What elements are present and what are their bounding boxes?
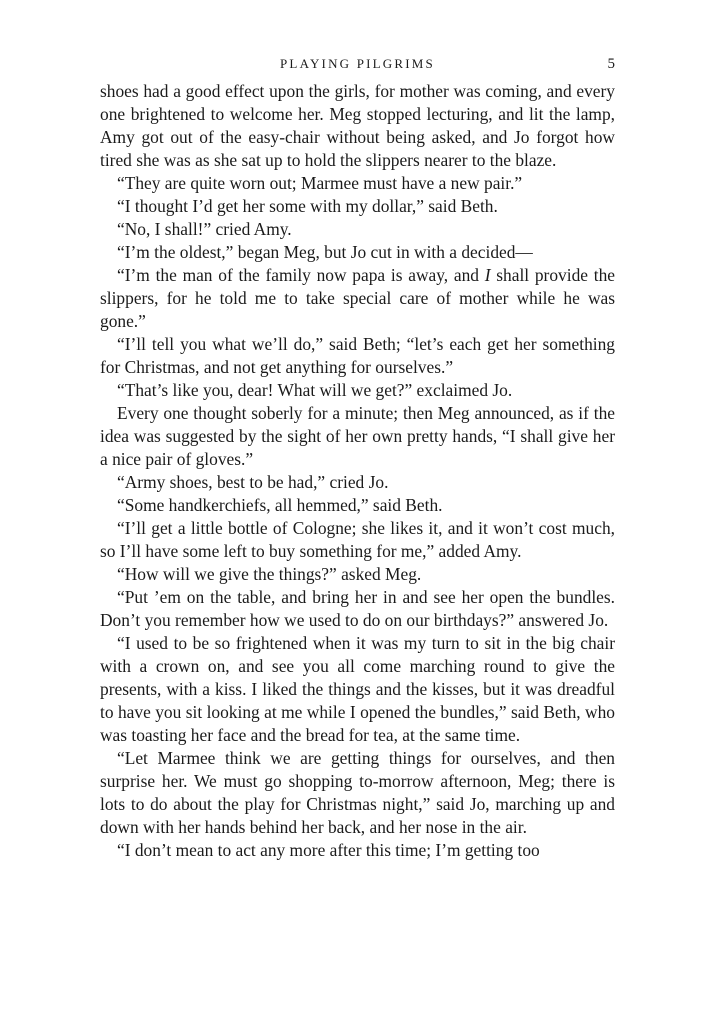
paragraph: “Let Marmee think we are getting things for ourselves, and then surprise her. We must go shopping to-morrow afternoon, Meg; there is lots to do about the play for Christmas night,” said Jo, marching up and down with her hands behind her back, and her nose in the air.	[100, 748, 615, 837]
body-text	[100, 80, 615, 862]
paragraph: “Some handkerchiefs, all hemmed,” said Beth.	[117, 495, 443, 515]
paragraph: “No, I shall!” cried Amy.	[117, 219, 292, 239]
paragraph: “They are quite worn out; Marmee must have a new pair.”	[117, 173, 523, 193]
paragraph-text: shall provide the slippers, for he told me to take special care of mother while he was gone.”	[100, 265, 615, 331]
paragraph: “Put ’em on the table, and bring her in and see her open the bundles. Don’t you remember how we used to do on our birthdays?” answered Jo.	[100, 587, 615, 630]
paragraph-text: “I’m the man of the family now papa is away, and	[117, 265, 485, 285]
paragraph: shoes had a good effect upon the girls, for mother was coming, and every one brightened to welcome her. Meg stopped lecturing, and lit the lamp, Amy got out of the easy-chair without being asked, and Jo forgot how tired she was as she sat up to hold the slippers nearer to the blaze.	[100, 81, 615, 170]
paragraph: “I used to be so frightened when it was my turn to sit in the big chair with a crown on, and see you all come marching round to give the presents, with a kiss. I liked the things and the kisses, but it was dreadful to have you sit looking at me while I opened the bundles,” said Beth, who was toasting her face and the bread for tea, at the same time.	[100, 633, 615, 745]
paragraph: Every one thought soberly for a minute; then Meg announced, as if the idea was suggested by the sight of her own pretty hands, “I shall give her a nice pair of gloves.”	[100, 403, 615, 469]
paragraph: “How will we give the things?” asked Meg.	[117, 564, 422, 584]
paragraph: “I don’t mean to act any more after this time; I’m getting too	[117, 840, 540, 860]
paragraph: “I’m the oldest,” began Meg, but Jo cut in with a decided—	[117, 242, 533, 262]
paragraph: “I thought I’d get her some with my dollar,” said Beth.	[117, 196, 498, 216]
book-page	[100, 54, 615, 862]
paragraph	[100, 264, 615, 333]
running-title: PLAYING PILGRIMS	[280, 56, 435, 71]
emphasis: I	[484, 265, 491, 285]
page-number: 5	[607, 56, 615, 72]
paragraph: “I’ll tell you what we’ll do,” said Beth; “let’s each get her something for Christmas, and not get anything for ourselves.”	[100, 334, 615, 377]
paragraph: “Army shoes, best to be had,” cried Jo.	[117, 472, 389, 492]
paragraph: “That’s like you, dear! What will we get?” exclaimed Jo.	[117, 380, 513, 400]
running-head	[100, 54, 615, 80]
paragraph: “I’ll get a little bottle of Cologne; she likes it, and it won’t cost much, so I’ll have some left to buy something for me,” added Amy.	[100, 518, 615, 561]
